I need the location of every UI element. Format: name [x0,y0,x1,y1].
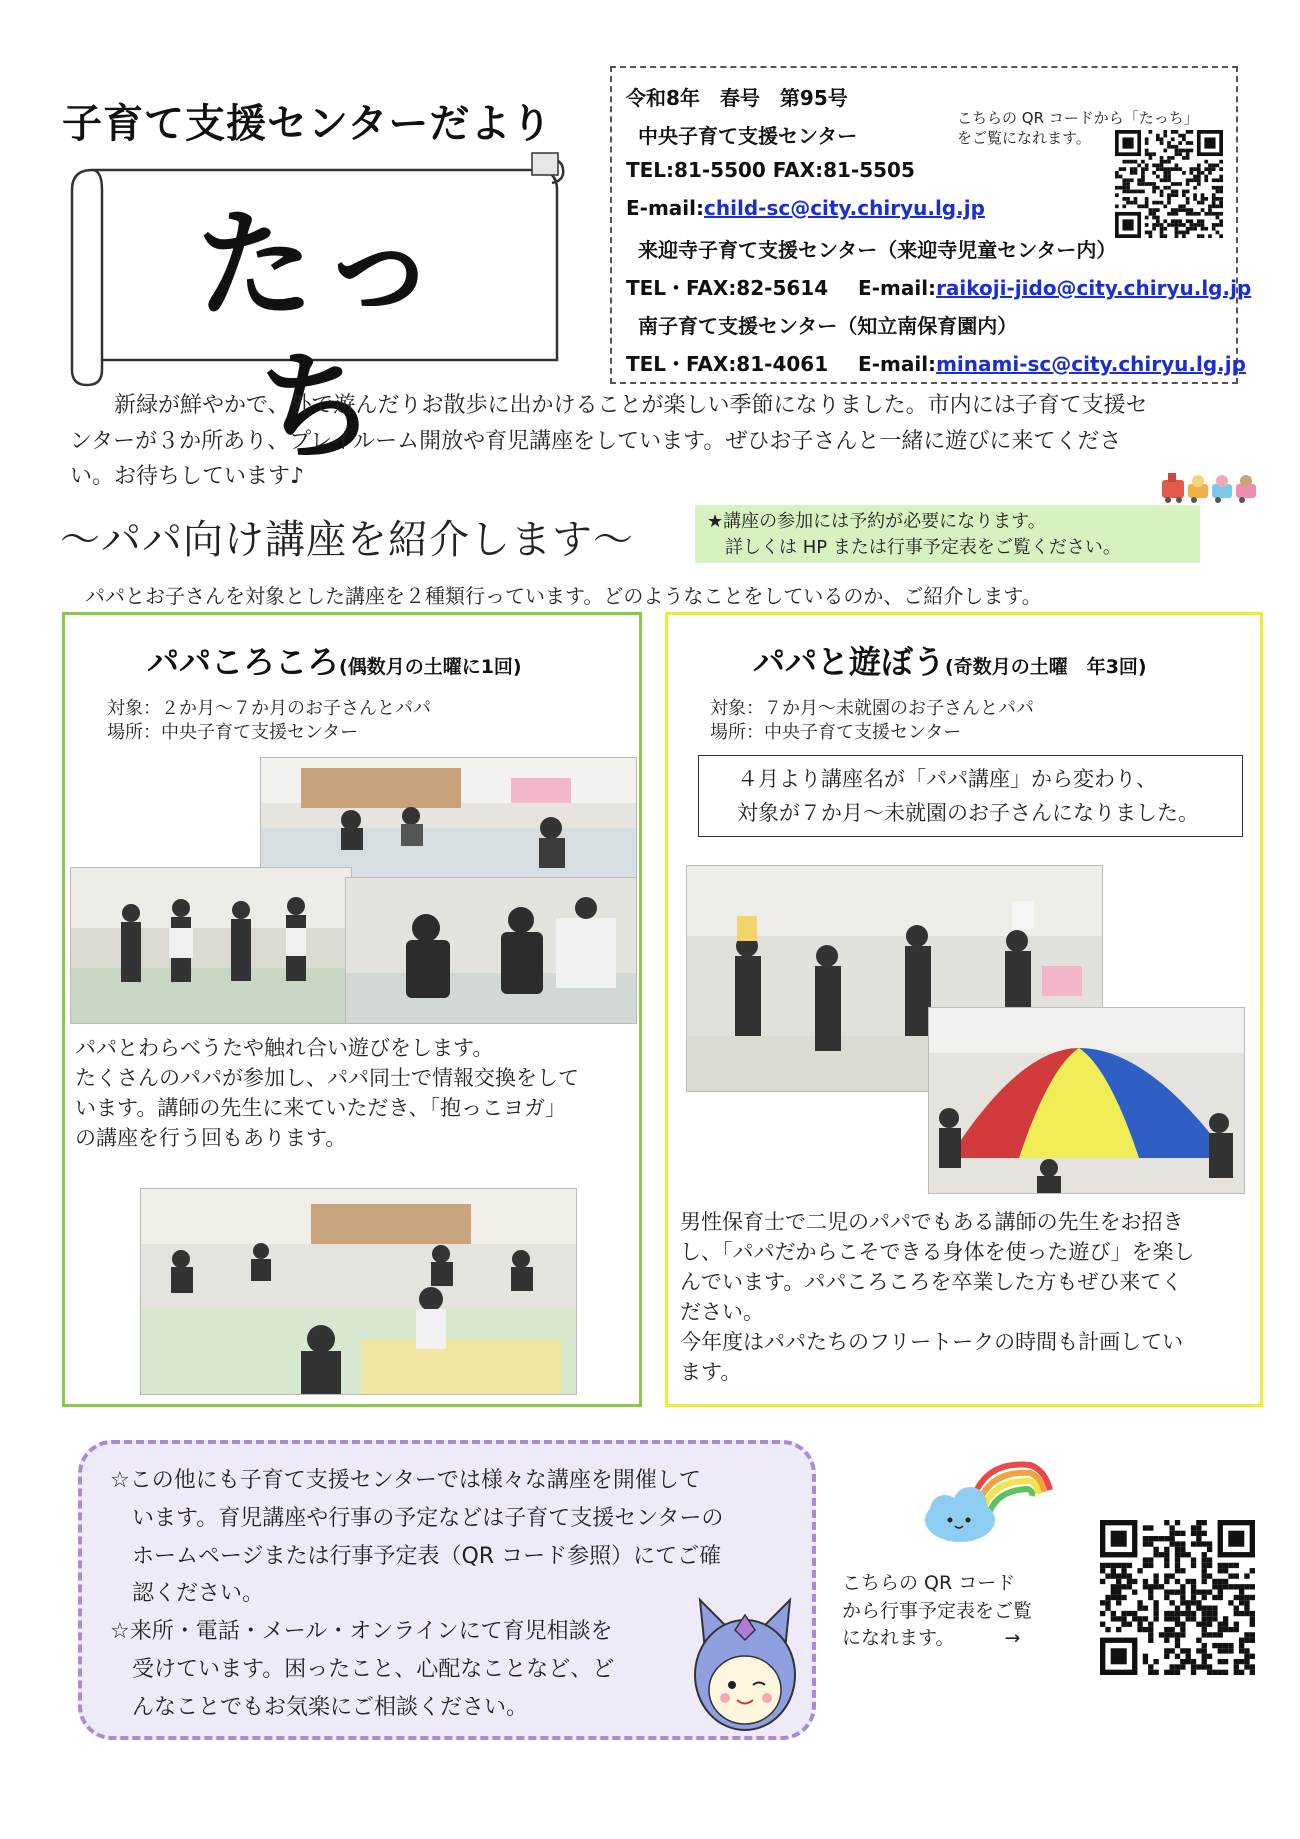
course-title [753,637,1147,683]
intro-line: い。お待ちしています♪ [70,464,305,490]
course-place: 場所：中央子育て支援センター [107,722,359,744]
center-name: 中央子育て支援センター [638,124,858,148]
qr-note-line: をご覧になれます。 [957,129,1091,148]
center-tel: TEL:81-5500 FAX:81-5505 [626,158,915,182]
course-panel-papa-korokoro [62,612,642,1407]
desc-line: の講座を行う回もあります。 [75,1126,347,1151]
rainbow-cloud-icon [920,1440,1060,1550]
reservation-notice [695,505,1200,563]
qr-code-icon[interactable] [1100,1520,1255,1675]
email-label: E-mail: [858,352,937,376]
qr-note-text: になれます。 [842,1627,955,1650]
desc-line: ます。 [680,1360,742,1385]
center-contact-row [626,272,1251,301]
course-meta [710,697,1034,746]
info-line: います。育児講座や行事の予定などは子育て支援センターの [132,1505,724,1531]
course-change-notice [698,755,1243,837]
course-panel-papa-to-asobou [665,612,1263,1407]
qr-note-line: から行事予定表をご覧 [842,1599,1033,1622]
course-place: 場所：中央子育て支援センター [710,722,962,744]
email-link[interactable]: raikoji-jido@city.chiryu.lg.jp [936,276,1252,300]
qr-note-line: こちらの QR コード [842,1572,1016,1594]
desc-line: 男性保育士で二児のパパでもある講師の先生をお招き [680,1210,1184,1234]
course-target: 対象：２か月～７か月のお子さんとパパ [107,698,431,719]
issue-label: 令和8年 春号 第95号 [626,86,848,110]
qr-note-line [842,1625,1082,1653]
intro-line: 新緑が鮮やかで、外で遊んだりお散歩に出かけることが楽しい季節になりました。市内には子育て支援セ [114,393,1148,418]
course-photo [260,757,637,879]
course-photo [140,1188,577,1395]
email-label: E-mail: [858,276,937,300]
info-line: ☆来所・電話・メール・オンラインにて育児相談を [110,1619,613,1645]
center-tel: TEL・FAX:81-4061 [626,352,829,376]
desc-line: んでいます。パパころころを卒業した方もぜひ来てく [680,1270,1183,1295]
desc-line: 今年度はパパたちのフリートークの時間も計画してい [680,1330,1184,1355]
center-name: 南子育て支援センター（知立南保育園内） [638,314,1018,338]
course-schedule: (奇数月の土曜 年3回) [945,656,1147,678]
newsletter-title: 子育て支援センターだより [62,101,553,147]
desc-line: たくさんのパパが参加し、パパ同士で情報交換をして [75,1066,579,1091]
change-line: ４月より講座名が「パパ講座」から変わり、 [737,767,1157,791]
course-photo [345,877,637,1024]
course-target: 対象：７か月～未就園のお子さんとパパ [710,698,1034,719]
section-title: ～パパ向け講座を紹介します～ [60,517,634,563]
arrow-right-icon: → [1004,1627,1021,1650]
email-link[interactable]: child-sc@city.chiryu.lg.jp [704,196,985,220]
course-description [680,1207,1255,1387]
animal-train-icon [1160,470,1260,504]
info-line: 受けています。困ったこと、心配なことなど、ど [132,1657,615,1683]
qr-bottom-note [842,1570,1082,1653]
info-line: ホームページまたは行事予定表（QR コード参照）にてご確 [132,1543,722,1569]
notice-line: 詳しくは HP または行事予定表をご覧ください。 [725,537,1121,559]
center-email-row [626,196,985,220]
course-description [75,1033,635,1153]
course-schedule: (偶数月の土曜に1回) [339,656,522,678]
course-title-text: パパころころ [147,643,340,681]
info-line: ☆この他にも子育て支援センターでは様々な講座を開催して [110,1468,701,1493]
course-photo [928,1007,1245,1194]
notice-line: ★講座の参加には予約が必要になります。 [707,511,1046,532]
info-line: 認ください。 [132,1581,265,1607]
mascot-character-icon [685,1590,805,1740]
big-title: たっち [195,196,444,476]
info-text [110,1462,750,1727]
center-contact-row [626,348,1246,377]
info-line: んなことでもお気楽にご相談ください。 [132,1694,529,1720]
contact-box [610,66,1252,384]
desc-line: パパとわらべうたや触れ合い遊びをします。 [75,1036,494,1060]
course-title [147,637,522,683]
qr-code-icon[interactable] [1115,130,1223,238]
course-title-text: パパと遊ぼう [753,643,946,681]
intro-line: ンターが３か所あり、プレイルーム開放や育児講座をしています。ぜひお子さんと一緒に遊びに来てくださ [70,428,1122,454]
desc-line: し、「パパだからこそできる身体を使った遊び」を楽し [680,1240,1195,1265]
course-meta [107,697,431,746]
desc-line: ださい。 [680,1300,764,1325]
center-name: 来迎寺子育て支援センター（来迎寺児童センター内） [638,238,1117,262]
email-label: E-mail: [626,196,705,220]
qr-note-line: こちらの QR コードから「たっち」 [957,109,1199,127]
course-photo [70,867,352,1024]
intro-paragraph [70,388,1240,495]
change-line: 対象が７か月～未就園のお子さんになりました。 [737,801,1199,826]
section-lead: パパとお子さんを対象とした講座を２種類行っています。どのようなことをしているのか、ご紹介します。 [85,584,1042,608]
email-link[interactable]: minami-sc@city.chiryu.lg.jp [936,352,1246,376]
desc-line: います。講師の先生に来ていただき、「抱っこヨガ」 [75,1096,566,1121]
center-tel: TEL・FAX:82-5614 [626,276,829,300]
